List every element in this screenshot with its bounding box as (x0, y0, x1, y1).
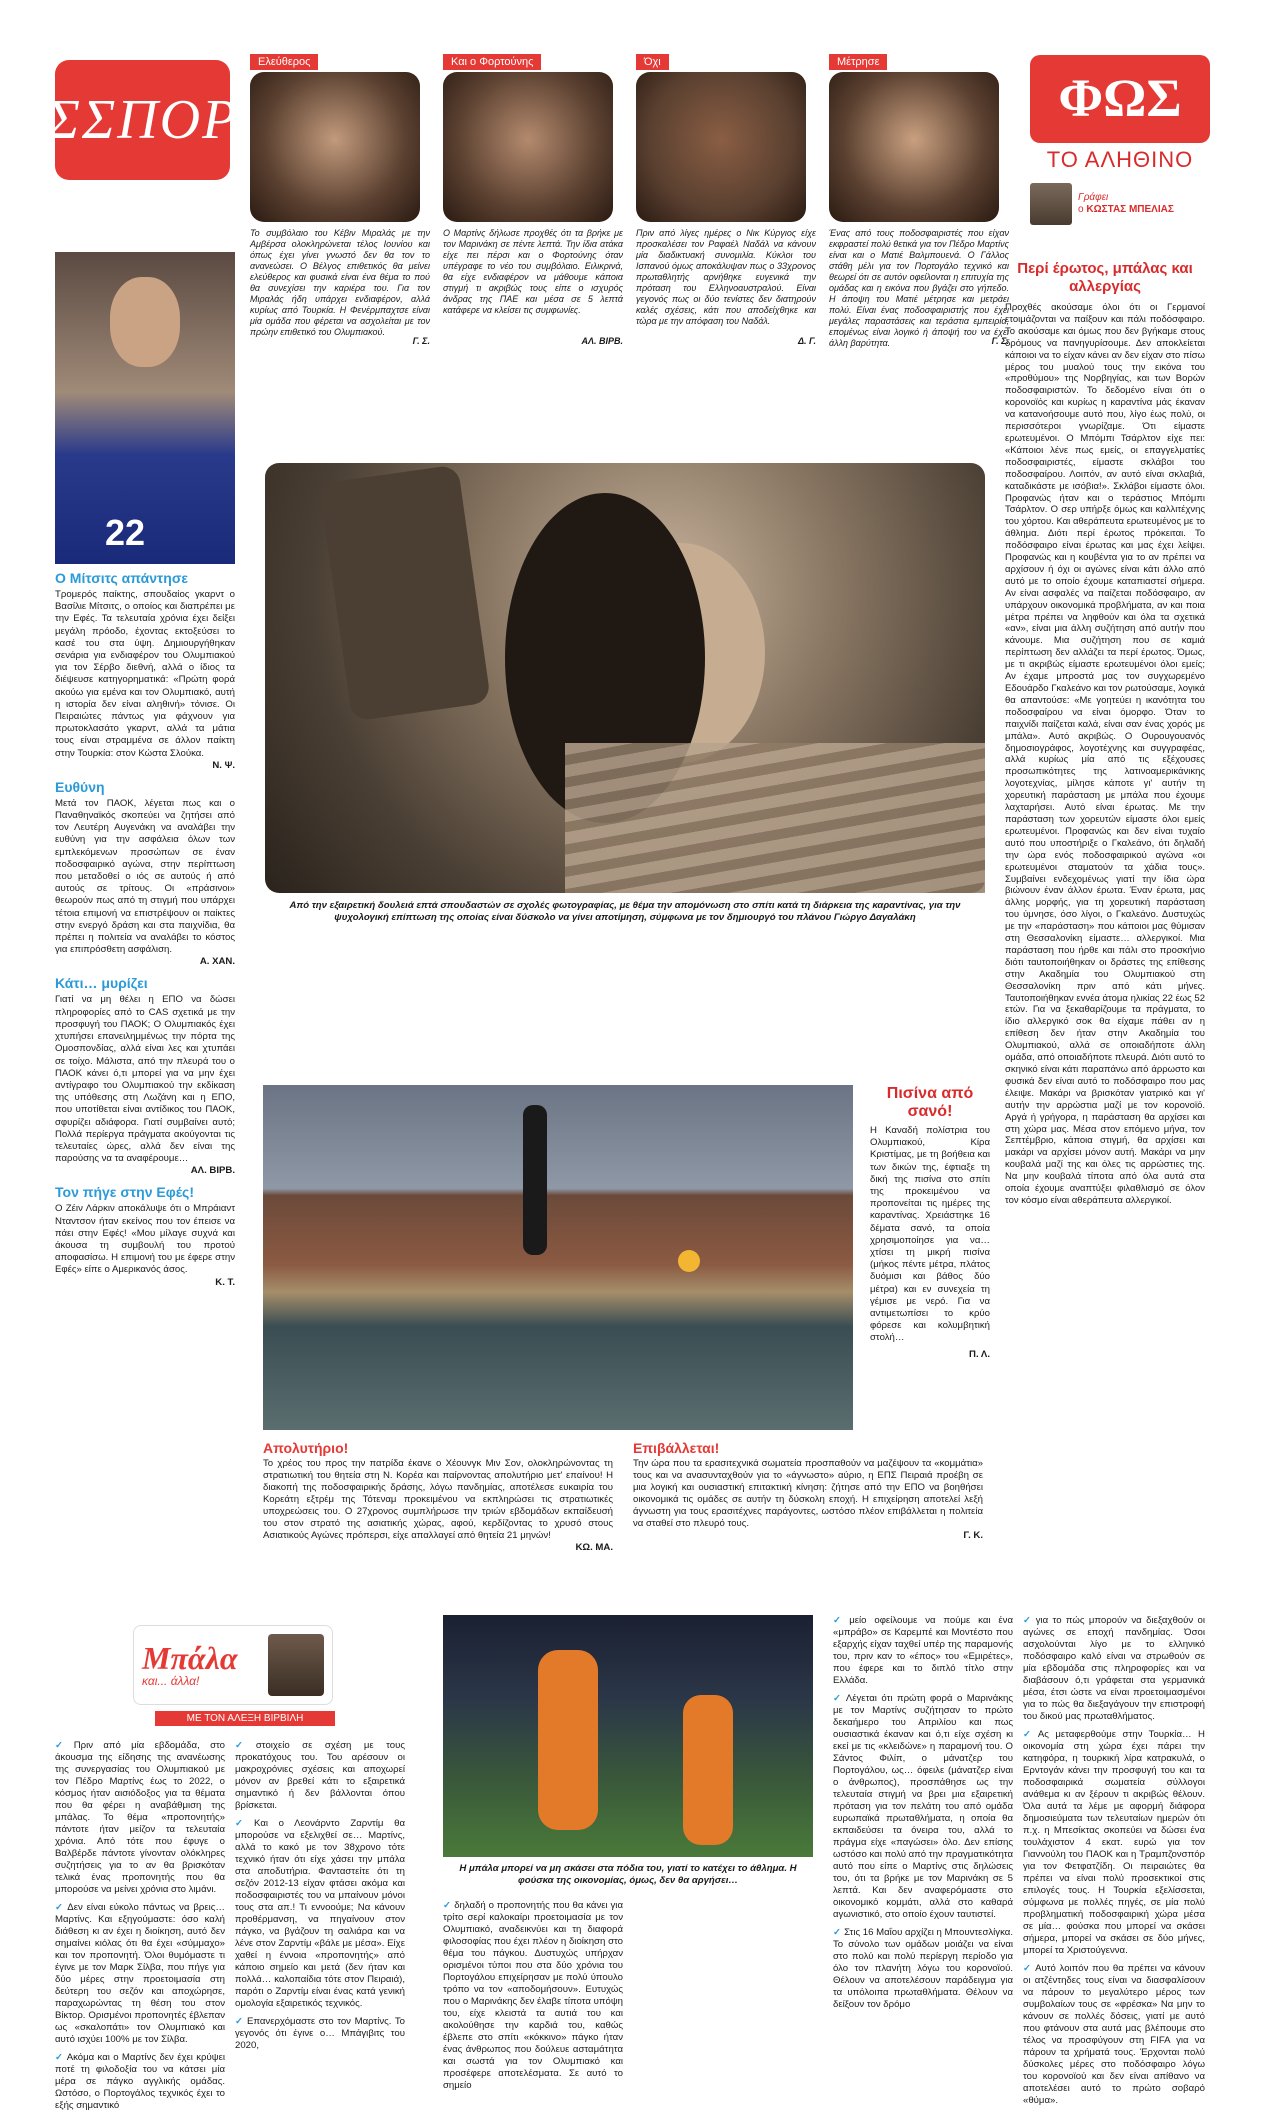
face-sig: ΑΛ. ΒΙΡΒ. (581, 336, 623, 346)
face-item (829, 52, 1009, 346)
column-paragraph (55, 1902, 225, 2046)
left-story (55, 975, 235, 1176)
face-label: Όχι (636, 54, 669, 70)
check-icon: ✓ (55, 1740, 71, 1751)
faces-strip (250, 52, 1009, 348)
bottom-byline: ΜΕ ΤΟΝ ΑΛΕΞΗ ΒΙΡΒΙΛΗ (155, 1711, 335, 1726)
face-sig: Γ. Σ. (991, 336, 1009, 346)
check-icon: ✓ (1023, 1729, 1035, 1740)
check-icon: ✓ (1023, 1615, 1033, 1626)
face-sig: Γ. Σ. (412, 336, 430, 346)
face-text: Ο Μαρτίνς δήλωσε προχθές ότι τα βρήκε με τον Μαρινάκη σε πέντε λεπτά. Την ίδια ατάκα είχε πει πέρσι και ο Φορτούνης όταν υπέγραφε το νέο του συμβόλαιο. Ειλικρινά, θα είχε ενδιαφέρον να μάθουμε κάποια στιγμή τι ακριβώς τους είπε ο ισχυρός άνδρας της ΠΑΕ και μέσα σε 5 λεπτά κατάφερε να κλείσει τις συμφωνίες. (443, 228, 623, 315)
face-photo (636, 72, 806, 222)
column-paragraph (1023, 1963, 1205, 2107)
left-column (55, 252, 235, 564)
byline-prefix: Γράφει (1078, 192, 1109, 203)
face-item (250, 52, 430, 346)
paragraph-text: Πριν από μία εβδομάδα, στο άκουσμα της είδησης της ανανέωσης της συνεργασίας του Ολυμπιακού με τον Πέδρο Μαρτίνς έως το 2022, ο κόσμος ήταν αισιόδοξος για τα θέματα που θα φέρει η αναβάθμιση της μπάλας. Το θέμα «προπονητής» πάντοτε ήταν μείζον τα τελευταία χρόνια. Από τότε που έφυγε ο Βαλβέρδε πάντοτε γίνονταν ολόκληρες συζητήσεις για το αν θα βρισκόταν τελικά ένας προπονητής που θα μπορούσε να μείνει χρόνια στο λιμάνι. (55, 1740, 225, 1895)
paragraph-text: στοιχείο σε σχέση με τους προκατόχους του. Του αρέσουν οι μακροχρόνιες σχέσεις και αποχωρεί μόνον αν βρεθεί κάτι το εξαιρετικά σημαντικό ή δεν βάλλονται όπου βρίσκεται. (235, 1740, 405, 1811)
bottom-item (263, 1440, 613, 1553)
face-label: Ελεύθερος (250, 54, 318, 70)
bottom-item-text: Την ώρα που τα ερασιτεχνικά σωματεία προσπαθούν να μαζέψουν τα «κομμάτια» τους και να ανασυνταχθούν για το «άγνωστο» αύριο, η ΕΠΣ Πειραιά προέβη σε μια λογική και ουσιαστική επιτακτική κίνηση: ζήτησε από την ΕΠΟ να βοηθήσει οικονομικά τις ομάδες σε αυτήν τη δύσκολη εποχή. Η επιχείρηση αποτελεί λεξή άγνωστη για τους ερασιτέχνες παράγοντες, ωστόσο πλέον επιβάλλεται η πολιτεία να σταθεί στο πλευρό τους. (633, 1458, 983, 1529)
face-item (636, 52, 816, 346)
bottom-column-logo (133, 1625, 333, 1705)
bottom-col-2 (235, 1740, 405, 2058)
column-paragraph (235, 1740, 405, 1812)
column-paragraph (833, 1615, 1013, 1687)
face-text: Πριν από λίγες ημέρες ο Νικ Κύργιος είχε προσκαλέσει τον Ραφαέλ Ναδάλ να κάνουν μία διαδικτυακή συνομιλία. Κύκλοι του Ισπανού όμως αποκάλυψαν πως ο 33χρονος πρωταθλητής αρνήθηκε ευγενικά την πρόταση του Ελληνοαυστραλού. Είναι γεγονός πως οι δύο τενίστες δεν διατηρούν καλές σχέσεις, κάτι που αποδείχθηκε και τώρα με την απόφαση του Ναδάλ. (636, 228, 816, 326)
paragraph-text: για το πώς μπορούν να διεξαχθούν οι αγώνες σε εποχή πανδημίας. Όσοι ασχολούνται λίγο με το ελληνικό ποδόσφαιρο καλό είναι να στρωθούν σε μία εβδομάδα στις πληροφορίες και να διαβάσουν ό,τι γράφεται στα γερμανικά μέσα, έτσι ώστε να είναι προετοιμασμένοι για το πώς θα διεξαγάγουν την επιστροφή του δικού μας πρωταθλήματος. (1023, 1615, 1205, 1722)
bottom-item-text: Το χρέος του προς την πατρίδα έκανε ο Χέουνγκ Μιν Σον, ολοκληρώνοντας τη στρατιωτική του θητεία στη Ν. Κορέα και παίρνοντας απολυτήριο μετ' επαίνου! Η διακοπή της ποδοσφαιρικής δράσης, λόγω πανδημίας, αποτέλεσε ευκαιρία του Κορεάτη εξτρέμ της Τότεναμ προκειμένου να εκπληρώσει τις στρατιωτικές υποχρεώσεις του. Ο 27χρονος συμπλήρωσε την τριών εβδομάδων εκπαίδευσή του στον στρατό της ασιατικής χώρας, αφού, κερδίζοντας το χρυσό στους Ασιατικούς Αγώνες πρόπερσι, είχε απαλλαγεί από θητεία 21 μηνών! (263, 1458, 613, 1541)
left-story-title: Ευθύνη (55, 778, 105, 795)
column-header (1030, 55, 1210, 225)
bottom-item-title: Επιβάλλεται! (633, 1440, 720, 1456)
check-icon: ✓ (235, 1818, 252, 1829)
paragraph-text: Αυτό λοιπόν που θα πρέπει να κάνουν οι ατζέντηδες τους είναι να διασφαλίσουν να πάρουν το μεγαλύτερο μέρος των συμβολαίων τους σε «φρέσκα» Να μην το κάνουν σε πολλές δόσεις, γιατί με αυτό που φτάνουν στα αυτά μας βλέπουμε στο τέλος να προσφύγουν στη FIFA για να πάρουν τα χρήματά τους. Έρχονται πολύ δύσκολες μέρες στο ποδόσφαιρο λόγω του κορονοϊού και δεν είναι απίθανο να αποτελέσει αυτό το πρώτο σοβαρό «θύμα». (1023, 1963, 1205, 2106)
logo-sub: και... άλλα! (142, 1674, 200, 1688)
pool-sig: Π. Λ. (969, 1348, 990, 1360)
left-story-title: Ο Μίτσιτς απάντησε (55, 570, 189, 586)
face-text: Ένας από τους ποδοσφαιριστές που είχαν εκφραστεί πολύ θετικά για τον Πέδρο Μαρτίνς είναι και ο Ματιέ Βαλμπουενά. Ο Γάλλος στάθη μέλι για τον Πορτογάλο τεχνικό και θεωρεί ότι σε αυτόν οφείλονται η επιτυχία της ομάδας και η εικόνα που βγάζει στο γήπεδο. Η άποψη του Ματιέ μέτρησε και μετράει πολύ. Είναι ένας ποδοσφαιριστής που έχει μεγάλες παραστάσεις και τεράστια εμπειρία, επομένως είναι λογικό ή άποψή του να έχει άλλη βαρύτητα. (829, 228, 1009, 348)
face-item (443, 52, 623, 346)
left-story-text: Μετά τον ΠΑΟΚ, λέγεται πως και ο Παναθηναϊκός σκοπεύει να ζητήσει από τον Λευτέρη Αυγενάκη να αναλάβει την ευθύνη για την ασφάλεια όλων των εμπλεκόμενων προσώπων σε έναν ποδοσφαιρικό αγώνα, στην περίπτωση που μεταδοθεί ο ιός σε αυτούς ή από αυτούς σε τρίτους. Οι «πράσινοι» θεωρούν πως από τη στιγμή που υπάρχει τέτοια επιμονή να επιστρέψουν οι παίκτες στην ενεργό δράση και στα παιχνίδια, θα πρέπει η πολιτεία να αναλάβει το κόστος για επιπρόσθετη ασφάλιση. (55, 797, 235, 956)
paragraph-text: Επανερχόμαστε στο τον Μαρτίνς. Το γεγονός ότι έγινε ο… Μπάγιβιτς του 2020, (235, 2016, 405, 2051)
check-icon: ✓ (235, 2016, 244, 2027)
bottom-col-4 (833, 1615, 1013, 2017)
left-story (55, 779, 235, 968)
check-icon: ✓ (55, 1902, 65, 1913)
right-column-title: Περί έρωτος, μπάλας και αλλεργίας (1017, 260, 1193, 295)
section-title: ΣΣΠΟΡ (46, 89, 239, 151)
columnist-avatar (268, 1634, 324, 1696)
logo-main: Μπάλα (142, 1640, 238, 1676)
face-photo (829, 72, 999, 222)
column-paragraph (55, 1740, 225, 1896)
bottom-column (55, 1615, 1205, 2111)
check-icon: ✓ (55, 2052, 64, 2063)
check-icon: ✓ (833, 1693, 843, 1704)
main-photo (265, 463, 985, 893)
pool-text: Η Καναδή πολίστρια του Ολυμπιακού, Κίρα Κριστίμας, με τη βοήθεια και των δικών της, έφτιαξε τη δική της πισίνα στο σπίτι της προκειμένου να προπονείται τις ημέρες της καραντίνας. Χρειάστηκε 16 δέματα σανό, τα οποία χρησιμοποίησε για να… χτίσει τη μικρή πισίνα (μήκος πέντε μέτρα, πλάτος δυόμισι και βάθος δύο μέτρα) και εν συνεχεία τη γέμισε με νερό. Για να αντιμετωπίσει το κρύο φόρεσε και κολυμβητική στολή… (870, 1125, 990, 1344)
bottom-item (633, 1440, 983, 1553)
bottom-item-sig: ΚΩ. ΜΑ. (575, 1542, 613, 1553)
paragraph-text: Στις 16 Μαΐου αρχίζει η Μπουντεσλίγκα. Το σύνολο των ομάδων μοιάζει να είναι στο πολύ και πολύ περίεργη περίοδο για όλο τον πλανήτη λόγω του κορονοϊού. Θέλουν να αποτελέσουν παράδειγμα για τα υπόλοιπα πρωταθλήματα. Θέλουν να δείξουν τον δρόμο (833, 1927, 1013, 2010)
bottom-items (263, 1440, 983, 1553)
pool-story (870, 1085, 990, 1360)
column-subtitle: ΤΟ ΑΛΗΘΙΝΟ (1046, 147, 1194, 172)
paragraph-text: Ακόμα και ο Μαρτίνς δεν έχει κρύψει ποτέ τη φιλοδοξία του να κάτσει μία μέρα σε πάγκο αγγλικής ομάδας. Ωστόσο, ο Πορτογάλος τεχνικός έχει το εξής σημαντικό (55, 2052, 225, 2111)
column-paragraph (443, 1900, 623, 2092)
paragraph-text: Λέγεται ότι πρώτη φορά ο Μαρινάκης με τον Μαρτίνς συζήτησαν το πρώτο δεκαήμερο του Απριλίου και πως ουσιαστικά έκαναν και ό,τι είχε σχέση κι εκεί με τις «κλειδώνε» η παραμονή του. Ο Σάντος Φιλίπ, ο μάνατζερ του Πορτογάλου, ως… όφειλε (μάνατζερ είναι ο άνθρωπος), προσπάθησε ως την τελευταία στιγμή να βρει μια εξαιρετική πρόταση για τον πελάτη του από ομάδα ευρωπαϊκά πρωταθλήματα, η οποία θα εκπαιδεύσει τα όνειρα του, αλλά το πράγμα είχε «παγώσει» όλο. Δεν επίσης ωστόσο και πολύ από την πραγματικότητα αυτό που είπε ο Μαρτίνς στις δηλώσεις του, ότι τα βρήκε με τον Μαρινάκη σε 5 λεπτά. Και δεν αναφερόμαστε στο οικονομικό κομμάτι, αλλά στο καθαρά αγωνιστικό, στο οποίο έχουν ταυτιστεί. (833, 1693, 1013, 1920)
bottom-col-5 (1023, 1615, 1205, 2106)
section-badge (46, 60, 239, 180)
left-story-sig: Α. ΧΑΝ. (199, 956, 235, 968)
bottom-photo-caption: Η μπάλα μπορεί να μη σκάσει στα πόδια του, γιατί το κατέχει το άθλημα. Η φούσκα της οικονομίας, όμως, δεν θα αργήσει… (459, 1863, 797, 1886)
byline-o: ο (1078, 204, 1084, 215)
left-story-sig: Κ. Τ. (215, 1276, 235, 1288)
left-story-title: Κάτι… μυρίζει (55, 975, 148, 992)
bottom-col-1 (55, 1740, 226, 2111)
bottom-item-title: Απολυτήριο! (263, 1440, 349, 1456)
paragraph-text: Και ο Λεονάρντο Ζαρντίμ θα μπορούσε να εξελιχθεί σε… Μαρτίνς, αλλά το κακό με τον 38χρονο τότε τεχνικό ήταν ότι είχε χάσει την μπάλα στα αποδυτήρια. Φανταστείτε ότι τη σεζόν 2012-13 είχαν φτάσει ακόμα και ποδοσφαιριστές του να μπαίνουν μόνοι τους στα απ.! Τι εννοούμε; Να κάνουν προθέρμανση, να πηγαίνουν στον πάγκο, να βγάζουν τη σαλιάρα και να λένε στον Ζαρντίμ «βάλε με μέσα». Είχε χαθεί η έννοια «προπονητής» από κάποιο σημείο και μετά (δεν ήταν και πολλά… καλοπαίδια τότε στον Πειραιά), παρότι ο Ζαρντίμ είναι ένας κατά γενική ομολογία εξαιρετικός τεχνικός. (235, 1818, 405, 2009)
left-story-text: Ο Ζέιν Λάρκιν αποκάλυψε ότι ο Μπράιαντ Νταντσον ήταν εκείνος που τον έπεισε να πάει στην Εφές! «Μου μίλαγε συχνά και άκουσα τη συμβουλή του προτού αποφασίσω. Η επιμονή του με έφερε στην Εφές» είπε ο Αμερικανός άσος. (55, 1203, 235, 1276)
face-sig: Δ. Γ. (797, 336, 816, 346)
pool-photo (263, 1085, 853, 1430)
paragraph-text: δηλαδή ο προπονητής που θα κάνει για τρίτο σερί καλοκαίρι προετοιμασία με τον Ολυμπιακό, αναδεικνύει και τη διαφορά φιλοσοφίας που έχει πλέον η διοίκηση στο θέμα του πάγκου. Δυστυχώς υπήρχαν ορισμένοι τύποι που στα δύο χρόνια του Πορτογάλου επιχείρησαν με πολύ ύπουλο τρόπο να τον «αποδομήσουν». Ευτυχώς που ο Μαρινάκης δεν έλαβε τίποτα υπόψη του, είχε κλειστά τα αυτιά του και ακολούθησε την καρδιά του, καθώς έβλεπε στο σπίτι «κόκκινο» πάγκο ήταν ένας άνθρωπος που δούλευε ασταμάτητα και σωστά για τον Ολυμπιακό και προσέφερε αποτελέσματα. Σε αυτό το σημείο (443, 1900, 623, 2091)
check-icon: ✓ (833, 1615, 847, 1626)
left-story-title: Τον πήγε στην Εφές! (55, 1184, 194, 1201)
column-paragraph (235, 2016, 405, 2052)
left-story-text: Γιατί να μη θέλει η ΕΠΟ να δώσει πληροφορίες από το CAS σχετικά με την προσφυγή του ΠΑΟΚ; Ο Ολυμπιακός έχει χτυπήσει επανειλημμένως την πόρτα της Ομοσπονδίας, αλλά είναι λες και χτυπάει σε τοίχο. Μάλιστα, από την πλευρά του ο ΠΑΟΚ κάνει ό,τι μπορεί για να μην έχει αντίγραφο του Ολυμπιακού την εκδίκαση της υπόθεσης στη Λωζάνη και η ΕΠΟ, που υποτίθεται είναι αντίδικος του ΠΑΟΚ, σφυρίζει αδιάφορα. Γιατί συμβαίνει αυτό; Πολλά περίεργα πράγματα ακούγονται τις τελευταίες ώρες, αλλά δεν είναι της παρούσης να τα αναφέρουμε… (55, 994, 235, 1165)
left-column-text (55, 570, 235, 1296)
face-text: Το συμβόλαιο του Κέβιν Μιραλάς με την Αμβέρσα ολοκληρώνεται τέλος Ιουνίου και όπως έχει γίνει γνωστό δεν θα τον το ανανεώσει. Ο Βέλγος επιθετικός θα μείνει ελεύθερος και φυσικά είναι ένα θέμα το πού θα συνεχίσει την καριέρα του. Για τον Μιραλάς ήδη υπάρχει ενδιαφέρον, αλλά κυρίως από Τουρκία. Η Φενέρμπαχτσε είναι μία ομάδα που φέρεται να ασχολείται με τον πρώην επιθετικό του Ολυμπιακού. (250, 228, 430, 337)
face-photo (250, 72, 420, 222)
column-paragraph (1023, 1729, 1205, 1957)
paragraph-text: Δεν είναι εύκολο πάντως να βρεις… Μαρτίνς. Και εξηγούμαστε: όσο καλή διάθεση κι αν έχει η διοίκηση, αυτό δεν σημαίνει κιόλας ότι θα έχει «σύμμαχο» και τον προπονητή. Όλοι θυμόμαστε τι έγινε με τον Μαρκ Σίλβα, που πήγε για δύο μέρες στην προετοιμασία στη δεύτερη του σεζόν και αποχώρησε, παραχωρώντας τη θέση του στον Βίκτορ. Ορισμένοι προπονητές έβλεπαν ως «σκαλοπάτι» τον Ολυμπιακό και αυτό ισχύει 100% με τον Σίλβα. (55, 1902, 226, 2045)
pool-title: Πισίνα από σανό! (886, 1085, 974, 1120)
check-icon: ✓ (443, 1900, 452, 1911)
column-paragraph (833, 1927, 1013, 2011)
column-paragraph (235, 1818, 405, 2010)
right-column-text: Προχθές ακούσαμε όλοι ότι οι Γερμανοί ετοιμάζονται να παίξουν και πάλι ποδόσφαιρο. Το ακούσαμε και όμως που δεν βγήκαμε στους δρόμους να πανηγυρίσουμε. Δεν αποκλείεται κάποιοι να το είχαν κάνει αν δεν είχαν στο πίσω μέρος του μυαλού τους την εικόνα του «προθύμου» της Νορβηγίας, και των Βορών ποδοσφαιριστών. Το δεδομένο είναι ότι ο κορονοϊός και κυρίως η καραντίνα μάς έκαναν να κατανοήσουμε αυτό που, λίγο έως πολύ, οι περισσότεροι γνωρίζαμε. Ότι είμαστε ερωτευμένοι. Ο Μπόμπι Τσάρλτον είχε πει: «Κάποιοι λένε πως εμείς, οι επαγγελματίες ποδοσφαιριστές, είμαστε σκλάβοι του ποδοσφαίρου. Λοιπόν, αν αυτό είναι σκλαβιά, καταδικάστε με ισόβια!». Σκλάβοι είμαστε όλοι. Προφανώς ήταν και ο τεράστιος Μπόμπι Τσάρλτον. Ο σερ υπήρξε όμως και καλλιτέχνης του χόρτου. Και αθεράπευτα ερωτευμένος με το άθλημα. Διότι περί έρωτος πρόκειται. Το ποδόσφαιρο είναι έρωτας και μας έχει λείψει. Προφανώς και η κουβέντα για το αν πρέπει να αρχίσουν ή όχι οι αγώνες είναι κάτι άλλο από αυτό με το οποίο έχουμε καταπιαστεί σήμερα. Αν είναι ασφαλές να παίζεται ποδόσφαιρο, αν υπάρχουν οικονομικά προβλήματα, αν και ποια μέτρα πρέπει να ληφθούν και όλα τα σχετικά «αν», είναι μια άλλη συζήτηση από αυτήν που κάνουμε. Μια συζήτηση που σε καμιά περίπτωση δεν αλλάζει τα περί έρωτος. Όμως, με τι ακριβώς είμαστε ερωτευμένοι όλοι εμείς; Αν έχαμε μπροστά μας τον συγχωρεμένο Εδουάρδο Γκαλεάνο και τον ρωτούσαμε, λογικά θα απαντούσε: «Με γοητεύει η ικανότητα του ποδοσφαίρου να είναι όμορφο. Όταν το παιχνίδι παίζεται καλά, είναι σαν ένας χορός με μπάλα». Αυτό ακριβώς. Ο Ουρουγουανός δημοσιογράφος, λογοτέχνης και συγγραφέας, αλλά κυρίως μία από τις εξέχουσες προσωπικότητες της λατινοαμερικάνικης λογοτεχνίας, μίλησε κάποτε γι' αυτήν τη χορευτική παράσταση με μπάλα που έχουμε λαχταρήσει. Αυτό είναι έρωτας. Με την παράσταση των χορευτών είμαστε όλοι εμείς ερωτευμένοι. Προφανώς και δεν είναι τυχαίο αυτό που υποστήριξε ο Γκαλεάνο, ότι δηλαδή την ώρα ενός ποδοσφαιρικού αγώνα «οι ερωτευμένοι σταματούν τα χάδια τους». Συμβαίνει ενδεχομένως γιατί την ίδια ώρα βιώνουν έναν άλλον έρωτα. Έναν έρωτα, μας άλλης μορφής, για τη χορευτική παράσταση του ύμνησε, όσο λίγοι, ο Γκαλεάνο. Δυστυχώς με την «παράσταση» που κάποιοι μας θύμισαν στη Θεσσαλονίκη είμαστε… αλλεργικοί. Μια παράσταση που ήρθε και πάλι στο προσκήνιο διότι ταυτοποιήθηκαν οι δράστες της επίθεσης στην Ακαδημία του Ολυμπιακού στη Θεσσαλονίκη πριν από κάτι μήνες. Ταυτοποιήθηκαν εννέα άτομα ηλικίας 22 έως 52 ετών. Για να ξεκαθαρίζουμε τα πράγματα, το ίδιο αλλεργικό σοκ θα είχαμε πάθει αν η επίθεση δεν ήταν στην Ακαδημία του Ολυμπιακού, αλλά σε οποιαδήποτε άλλη ομάδα, από οποιαδήποτε πλευρά. Διότι αυτό το σκηνικό είναι κάτι παραπάνω από άρρωστο και φυσικά δεν είναι αυτό το ποδόσφαιρο που μας έλειψε. Μακάρι να βρισκόταν γιατρικό και γι' αυτήν την αρρώστια μαζί με τον κορονοϊό. Αργά ή γρήγορα, η παράσταση θα αρχίσει και στη χώρα μας. Μέσα στον επόμενο μήνα, τον Σεπτέμβριο, κάποια στιγμή, θα αρχίσει και μακάρι να αρχίσει μόνον αυτή. Μακάρι να μην κουβαλά μαζί της και όλες τις αρρώστιες της. Να μην κουβαλά τίποτα από όλα αυτά στα οποία έχουμε αναπτύξει φιλαθλισμό σε όλον τον κόσμο είναι αθεράπευτα αλλεργικοί. (1005, 302, 1205, 1206)
byline-name: ΚΩΣΤΑΣ ΜΠΕΛΙΑΣ (1086, 204, 1174, 215)
author-avatar (1030, 183, 1072, 225)
bottom-item-sig: Γ. Κ. (963, 1530, 983, 1541)
left-story-text: Τρομερός παίκτης, σπουδαίος γκαρντ ο Βασίλιε Μίτσιτς, ο οποίος και διαπρέπει με την Εφές. Τα τελευταία χρόνια έχει δείξει μεγάλη πρόοδο, έχοντας εκτοξεύσει το κασέ του στα ύψη. Δημιουργήθηκαν σενάρια για ενδιαφέρον του Ολυμπιακού για τον Σέρβο διεθνή, αλλά ο ίδιος τα διέψευσε κατηγορηματικά: «Πρώτη φορά ακούω για εμένα και τον Ολυμπιακό, αυτή η ιστορία δεν είναι αληθινή» τόνισε. Οι Πειραιώτες πάντως για φάχνουν για πρωτοκλασάτο γκαρντ, αλλά τα μάτια τους είναι στραμμένα σε άλλον παίκτη στην Τουρκία: στον Κώστα Σλούκα. (55, 589, 235, 759)
byline (1030, 183, 1210, 225)
column-paragraph (55, 2052, 225, 2112)
left-story-sig: Ν. Ψ. (212, 759, 235, 771)
check-icon: ✓ (833, 1927, 842, 1938)
left-story (55, 1184, 235, 1287)
paragraph-text: μείο οφείλουμε να πούμε και ένα «μπράβο» σε Καρεμπέ και Μοντέστο που εξαρχής είχαν ταχθεί υπέρ της παραμονής του, πριν καν το «έπος» του «Εμιρέτες», που έφερε και το διπλό τίτλο στην Ελλάδα. (833, 1615, 1013, 1686)
column-paragraph (1023, 1615, 1205, 1723)
bottom-photo (443, 1615, 813, 1857)
left-story-sig: ΑΛ. ΒΙΡΒ. (190, 1165, 235, 1177)
bottom-col-3 (443, 1900, 623, 2091)
right-column (1005, 260, 1205, 1207)
check-icon: ✓ (1023, 1963, 1033, 1974)
paragraph-text: Ας μεταφερθούμε στην Τουρκία… Η οικονομία στη χώρα έχει πάρει την κατηφόρα, η τουρκική λίρα κατρακυλά, ο Ερντογάν κάνει την προσφυγή του και τα ποδοσφαιρικά σωματεία σύλλογοι ανάθεμα κι αν ξέρουν τι ακριβώς θέλουν. Όλα αυτά τα λέμε με αφορμή διάφορα δημοσιεύματα των τελευταίων ημερών ότι π.χ. η Μπεσίκτας σκοπεύει να δώσει ένα τουλάχιστον 4 εκατ. ευρώ για τον Γιαννούλη του ΠΑΟΚ και η Τραμπζονσπόρ για τον Φετφατζίδη. Οι πειραιώτες θα πρέπει να είναι πολύ προσεκτικοί στις επιλογές τους. Η Τουρκία εξελίσσεται, σύμφωνα με πολλές πηγές, σε μία πολύ προβληματική ποδοσφαιρική χώρα μέσα σε μία… φούσκα που μπορεί να σκάσει σήμερα, μπορεί να σκάσει σε δύο μήνες, μπορεί τα Χριστούγεννα. (1023, 1729, 1205, 1956)
column-paragraph (833, 1693, 1013, 1921)
column-title: ΦΩΣ (1030, 55, 1210, 143)
face-label: Και ο Φορτούνης (443, 54, 541, 70)
check-icon: ✓ (235, 1740, 253, 1751)
mitsic-photo (55, 252, 235, 564)
face-label: Μέτρησε (829, 54, 887, 70)
main-photo-caption: Από την εξαιρετική δουλειά επτά σπουδαστών σε σχολές φωτογραφίας, με θέμα την απομόνωση στο σπίτι κατά τη διάρκεια της καραντίνας, για την ψυχολογική επίπτωση της οποίας είναι δύσκολο να γίνει αποτίμηση, σύμφωνα με τον δημιουργό του πλάνου Γιώργο Δαγαλάκη (289, 900, 961, 923)
jersey-number: 22 (105, 512, 146, 553)
face-photo (443, 72, 613, 222)
left-story (55, 570, 235, 771)
